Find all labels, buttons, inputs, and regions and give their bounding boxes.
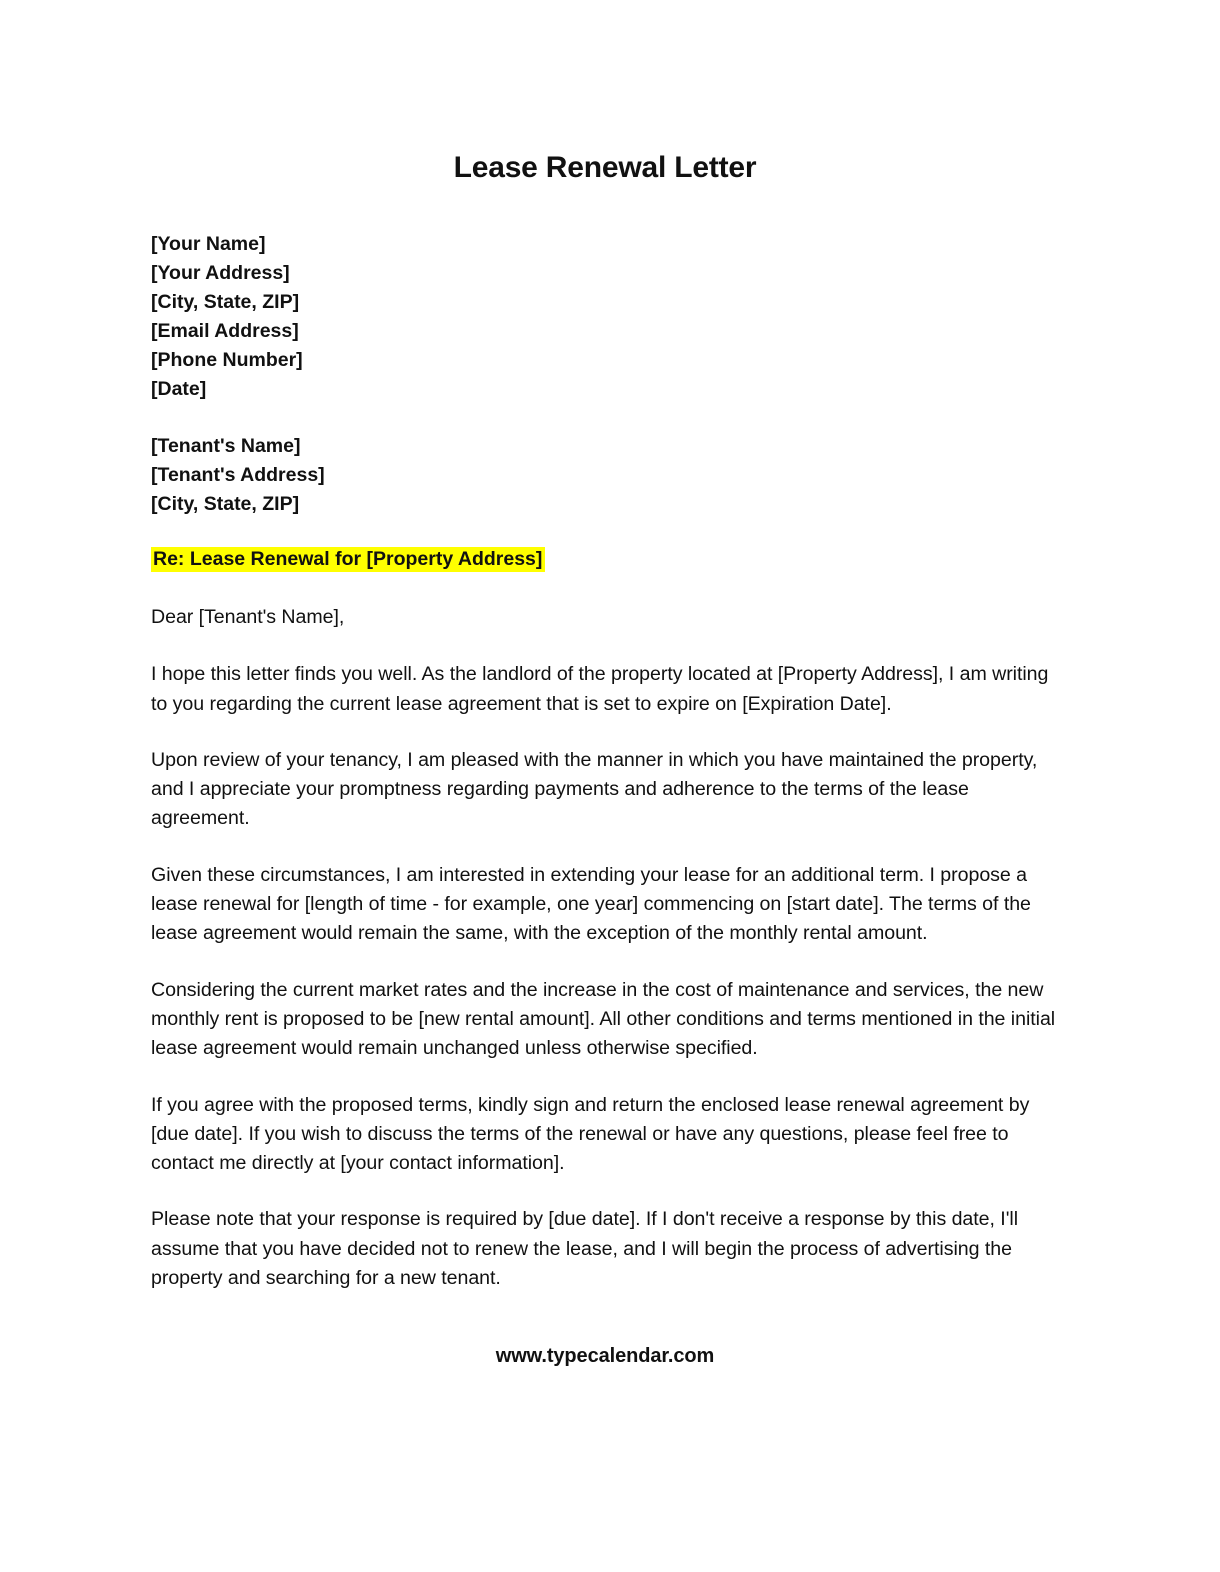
body-paragraph-4: Considering the current market rates and the increase in the cost of maintenance and services, the new monthly rent is proposed to be [new rental amount]. All other conditions and terms mentioned in the initial lease agreement would remain unchanged unless otherwise specified. (151, 978, 1056, 1060)
body-paragraph-3: Given these circumstances, I am interested in extending your lease for an additional term. I propose a lease renewal for [length of time - for example, one year] commencing on [start date]. The terms of the lease agreement would remain the same, with the exception of the monthly rental amount. (151, 863, 1031, 945)
sender-line-date: [Date] (151, 378, 207, 400)
salutation: Dear [Tenant's Name], (151, 606, 345, 628)
body-paragraph-6: Please note that your response is required by [due date]. If I don't receive a response by this date, I'll assume that you have decided not to renew the lease, and I will begin the process of advertising the property and searching for a new tenant. (151, 1208, 1018, 1290)
subject-block (151, 546, 1059, 573)
recipient-line-city: [City, State, ZIP] (151, 493, 300, 515)
letter-body (151, 603, 1059, 1293)
recipient-address-block (151, 432, 1059, 519)
sender-line-city: [City, State, ZIP] (151, 291, 300, 313)
recipient-line-name: [Tenant's Name] (151, 435, 301, 457)
recipient-line-address: [Tenant's Address] (151, 464, 325, 486)
sender-line-name: [Your Name] (151, 233, 266, 255)
body-paragraph-2: Upon review of your tenancy, I am pleased with the manner in which you have maintained the property, and I appreciate your promptness regarding payments and adherence to the terms of the lease agreement. (151, 748, 1038, 830)
sender-line-address: [Your Address] (151, 262, 290, 284)
page-title: Lease Renewal Letter (453, 151, 757, 184)
sender-line-email: [Email Address] (151, 320, 299, 342)
sender-address-block (151, 230, 1059, 404)
body-paragraph-5: If you agree with the proposed terms, kindly sign and return the enclosed lease renewal agreement by [due date]. If you wish to discuss the terms of the renewal or have any questions, please feel free to contact me directly at [your contact information]. (151, 1093, 1030, 1175)
body-paragraph-1: I hope this letter finds you well. As the landlord of the property located at [Property Address], I am writing to you regarding the current lease agreement that is set to expire on [Expiration Date]. (151, 663, 1049, 715)
sender-line-phone: [Phone Number] (151, 349, 303, 371)
letter-content (151, 0, 1059, 1368)
footer-website: www.typecalendar.com (495, 1345, 715, 1368)
subject-line-highlighted: Re: Lease Renewal for [Property Address] (151, 547, 545, 572)
